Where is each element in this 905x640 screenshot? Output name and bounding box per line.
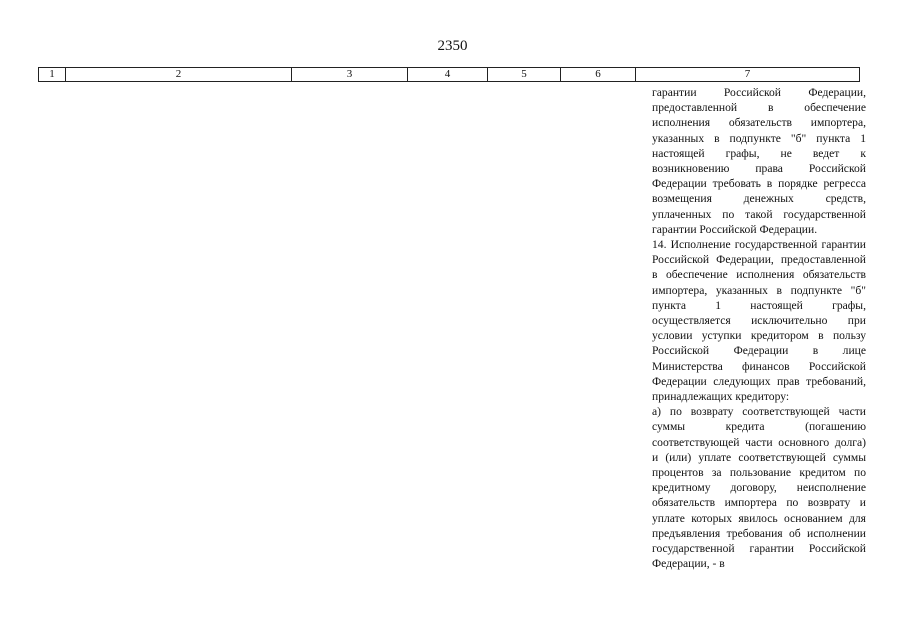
column-header-7: 7 — [744, 68, 751, 80]
column-header-4: 4 — [408, 68, 488, 81]
column-7-text — [652, 85, 866, 572]
column-header-2: 2 — [66, 68, 292, 81]
paragraph-item-14: 14. Исполнение государственной гарантии Российской Федерации, предоставленной в обеспечение исполнения обязательств импортера, указанных в подпункте "б" пункта 1 настоящей графы, осуществляется исключительно при условии уступки кредитором в пользу Российской Федерации в лице Министерства финансов Российской Федерации следующих прав требований, принадлежащих кредитору: — [652, 238, 866, 404]
page-number: 2350 — [437, 38, 468, 54]
column-header-3: 3 — [292, 68, 408, 81]
paragraph-guarantee-continuation: гарантии Российской Федерации, предоставленной в обеспечение исполнения обязательств импортера, указанных в подпункте "б" пункта 1 настоящей графы, не ведет к возникновению права Российской Федерации требовать в порядке регресса возмещения денежных средств, уплаченных по такой государственной гарантии Российской Федерации. — [652, 86, 866, 236]
paragraph-subitem-a: а) по возврату соответствующей части суммы кредита (погашению соответствующей части основного долга) и (или) уплате соответствующей суммы процентов за пользование кредитом по кредитному договору, неисполнение обязательств импортера по возврату и уплате которых явилось основанием для предъявления требования об исполнении государственной гарантии Российской Федерации, - в — [652, 405, 866, 571]
column-header-6: 6 — [561, 68, 636, 81]
column-header-5: 5 — [488, 68, 561, 81]
table-header-row — [38, 67, 860, 82]
column-header-1: 1 — [39, 68, 66, 81]
